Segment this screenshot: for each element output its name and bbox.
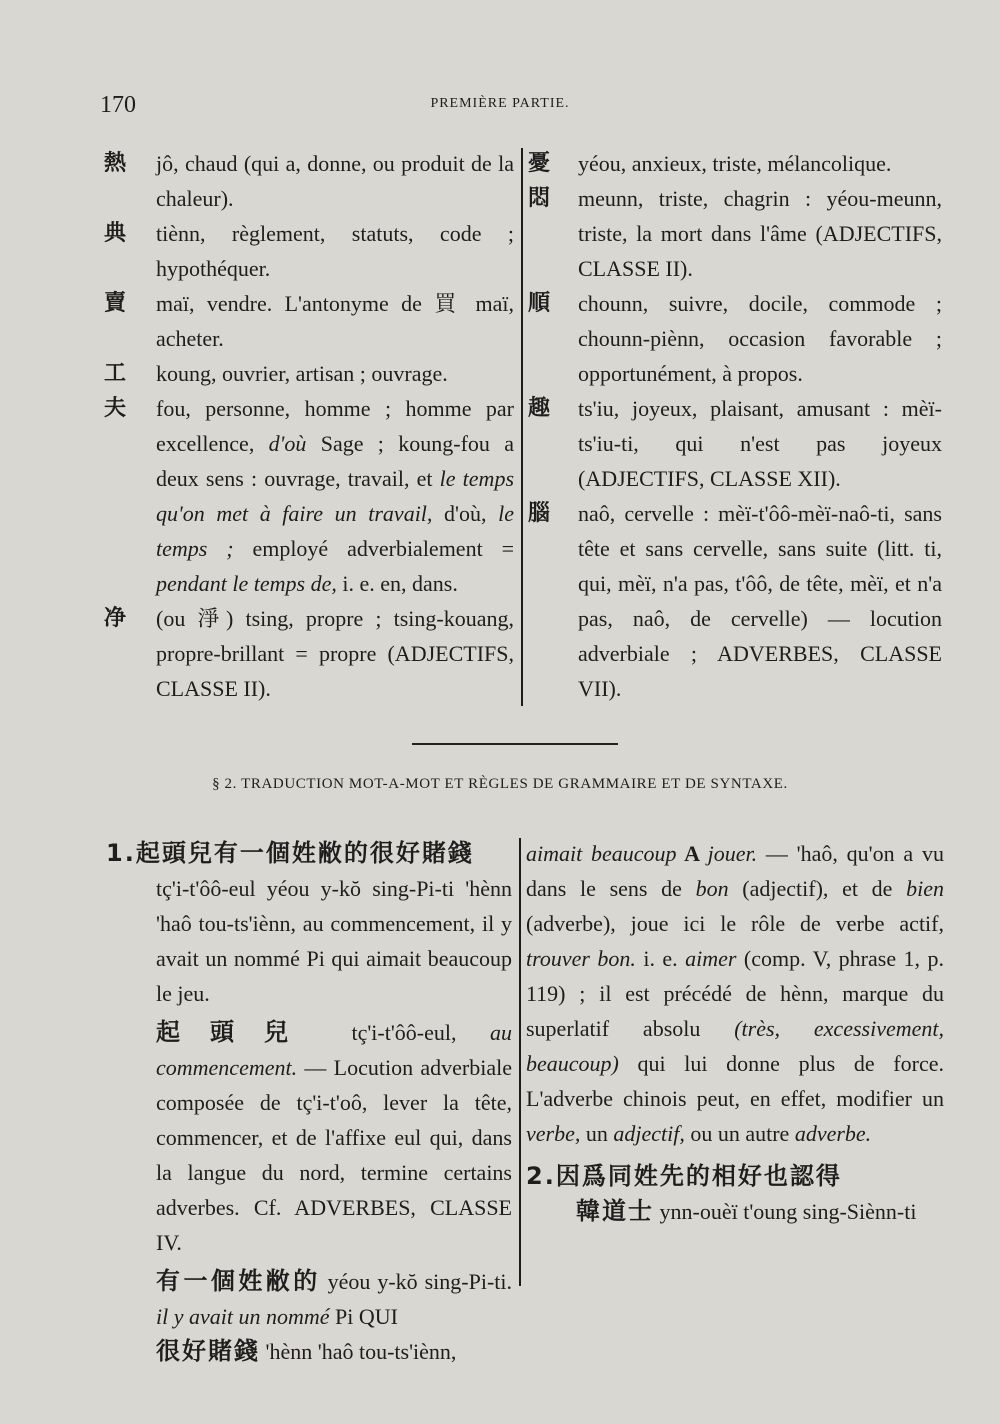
entry-character: 腦: [528, 501, 551, 526]
entry-text: (ou 淨) tsing, propre ; tsing-kouang, propre-brillant = propre (ADJECTIFS, CLASSE II).: [156, 606, 514, 701]
entry-text-part: Sage ; koung-fou a deux sens : ouvrage, travail, et: [156, 431, 515, 491]
glossary-entry: [528, 286, 942, 391]
entry-character: 工: [104, 361, 127, 386]
gloss-text: un: [580, 1121, 614, 1146]
sentence-translation: tç'i-t'ôô-eul yéou y-kŏ sing-Pi-ti 'hènn 'haô tou-ts'iènn, au commencement, il y avait un nommé Pi qui aimait beaucoup le jeu.: [156, 876, 512, 1006]
gloss-text: — Locution adverbiale composée de tç'i-t'oô, lever la tête, commencer, et de l'affixe eul qui, dans la langue du nord, termine certains adverbes. Cf. ADVERBES, CLASSE IV.: [156, 1055, 512, 1255]
gloss-hanzi: 起頭兒: [156, 1018, 318, 1046]
entry-text-part: d'où,: [432, 501, 499, 526]
gloss-text: i. e.: [635, 946, 686, 971]
entry-text: yéou, anxieux, triste, mélancolique.: [578, 151, 892, 176]
sentence-hanzi: 韓道士: [576, 1197, 654, 1225]
entry-text-part: i. e. en, dans.: [336, 571, 458, 596]
glossary-entry: [104, 286, 514, 356]
gloss-paragraph: [106, 1015, 512, 1260]
gloss-text: (adjectif), et de: [728, 876, 907, 901]
column-divider: [519, 838, 521, 1286]
glossary-entry: [528, 181, 942, 286]
entry-italic: le temps ;: [156, 501, 514, 561]
entry-text: tiènn, règlement, statuts, code ; hypothéquer.: [156, 221, 514, 281]
sentence-number: 1.: [106, 839, 136, 867]
sentence-1: [106, 836, 512, 1011]
entry-character: 熱: [104, 151, 127, 176]
sentence-romanization: ynn-ouèï t'oung sing-Siènn-ti: [654, 1199, 917, 1224]
entry-character: 賣: [104, 291, 127, 316]
entry-character: 夫: [104, 396, 127, 421]
sentence-number: 2.: [526, 1162, 556, 1190]
gloss-italic: au commencement.: [156, 1020, 513, 1080]
entry-text: maï, vendre. L'antonyme de 買 maï, acheter.: [156, 291, 514, 351]
gloss-text: — 'haô, qu'on a vu dans le sens de: [526, 841, 944, 901]
glossary-entry: [104, 146, 514, 216]
page-number: 170: [100, 92, 136, 118]
gloss-text: yéou y-kŏ sing-Pi-ti.: [320, 1269, 512, 1294]
sentence-hanzi: 起頭兒有一個姓敝的很好賭錢: [135, 839, 474, 867]
entry-text: meunn, triste, chagrin : yéou-meunn, triste, la mort dans l'âme (ADJECTIFS, CLASSE II).: [578, 186, 942, 281]
gloss-italic: bon: [695, 876, 729, 901]
sentence-hanzi: 因爲同姓先的相好也認得: [555, 1162, 842, 1190]
gloss-text: Pi QUI: [329, 1304, 398, 1329]
glossary-entry: [528, 391, 942, 496]
entry-text-part: employé adverbialement =: [233, 536, 514, 561]
entry-text: ts'iu, joyeux, plaisant, amusant : mèï-ts'iu-ti, qui n'est pas joyeux (ADJECTIFS, CLASSE XII).: [578, 396, 942, 491]
gloss-text: tç'i-t'ôô-eul,: [317, 1020, 491, 1045]
entry-character: 趣: [528, 396, 551, 421]
gloss-hanzi: 很好賭錢: [156, 1337, 260, 1365]
glossary-entry: [104, 216, 514, 286]
gloss-paragraph: [106, 1264, 512, 1334]
sentence-2: [526, 1159, 944, 1229]
gloss-italic: il y avait un nommé: [156, 1304, 330, 1329]
entry-character: 净: [104, 606, 127, 631]
entry-text-part: fou, personne, homme ; homme par excellence,: [156, 396, 514, 456]
gloss-italic: adverbe.: [794, 1121, 872, 1146]
gloss-text: (adverbe), joue ici le rôle de verbe actif,: [526, 911, 944, 936]
entry-italic: pendant le temps de,: [156, 571, 337, 596]
gloss-italic: aimer: [685, 946, 737, 971]
running-head: PREMIÈRE PARTIE.: [430, 96, 570, 111]
section-title: § 2. TRADUCTION MOT-A-MOT ET RÈGLES DE GRAMMAIRE ET DE SYNTAXE.: [212, 776, 788, 792]
entry-character: 悶: [528, 186, 551, 211]
translation-left-column: [106, 836, 512, 1369]
gloss-italic: trouver bon.: [526, 946, 636, 971]
entry-text: naô, cervelle : mèï-t'ôô-mèï-naô-ti, sans tête et sans cervelle, sans suite (litt. ti, qui, mèï, n'a pas, t'ôô, de tête, mèï, et n'a pas, naô, de cervelle) — locution adverbiale ; ADVERBES, CLASSE VII).: [578, 501, 942, 701]
gloss-italic: jouer.: [707, 841, 758, 866]
entry-italic: d'où: [268, 431, 307, 456]
gloss-text: qui lui donne plus de force. L'adverbe chinois peut, en effet, modifier un: [526, 1051, 944, 1111]
glossary-left-column: [104, 146, 514, 706]
translation-right-column: [526, 836, 944, 1229]
entry-text: chounn, suivre, docile, commode ; chounn-piènn, occasion favorable ; opportunément, à propos.: [578, 291, 942, 386]
entry-text: jô, chaud (qui a, donne, ou produit de la chaleur).: [156, 151, 514, 211]
gloss-hanzi: 有一個姓敝的: [156, 1267, 321, 1295]
gloss-text: (comp. V, phrase 1, p. 119) ; il est précédé de hènn, marque du superlatif absolu: [526, 946, 944, 1041]
entry-character: 典: [104, 221, 127, 246]
gloss-italic: adjectif,: [613, 1121, 685, 1146]
entry-italic: le temps qu'on met à faire un travail,: [156, 466, 514, 526]
glossary-entry: [104, 356, 514, 391]
entry-text: [156, 396, 514, 596]
entry-character: 憂: [528, 151, 551, 176]
section-separator: [412, 743, 618, 745]
entry-text: koung, ouvrier, artisan ; ouvrage.: [156, 361, 448, 386]
glossary-entry: [528, 496, 942, 706]
entry-character: 順: [528, 291, 551, 316]
glossary-entry: [104, 391, 514, 601]
column-divider: [521, 148, 523, 706]
glossary-entry: [104, 601, 514, 706]
gloss-italic: bien: [906, 876, 944, 901]
gloss-paragraph: [106, 1334, 512, 1369]
gloss-italic: verbe,: [526, 1121, 581, 1146]
gloss-paragraph: [526, 836, 944, 1151]
glossary-right-column: [528, 146, 942, 706]
gloss-text: 'hènn 'haô tou-ts'iènn,: [260, 1339, 457, 1364]
gloss-italic: (très, excessivement, beaucoup): [526, 1016, 944, 1076]
glossary-entry: [528, 146, 942, 181]
gloss-text: ou un autre: [684, 1121, 795, 1146]
gloss-italic: aimait beaucoup: [526, 841, 677, 866]
sentence-continuation: [526, 1194, 944, 1229]
gloss-text: A: [676, 841, 708, 866]
